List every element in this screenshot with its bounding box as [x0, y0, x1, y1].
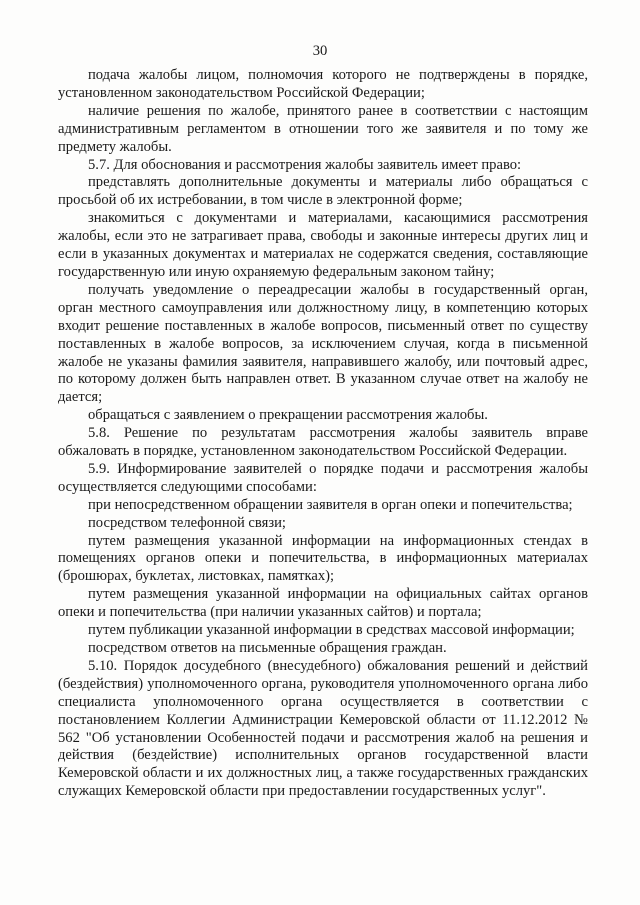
- paragraph: 5.7. Для обоснования и рассмотрения жалобы заявитель имеет право:: [88, 156, 522, 173]
- paragraph: 5.9. Информирование заявителей о порядке подачи и рассмотрения жалобы осуществляется следующими способами:: [58, 460, 588, 495]
- document-body: [58, 67, 588, 801]
- paragraph: 5.8. Решение по результатам рассмотрения жалобы заявитель вправе обжаловать в порядке, установленном законодательством Российской Федерации.: [58, 425, 588, 460]
- page-number: 30: [312, 43, 328, 59]
- paragraph: получать уведомление о переадресации жалобы в государственный орган, орган местного самоуправления или должностному лицу, в компетенцию которых входит решение поставленных в жалобе вопросов, письменный ответ по существу поставленных в жалобе вопросов, за исключением случая, когда в письменной жалобе не указаны фамилия заявителя, направившего жалобу, или почтовый адрес, по которому должен быть направлен ответ. В указанном случае ответ на жалобу не дается;: [58, 281, 588, 406]
- paragraph: посредством ответов на письменные обращения граждан.: [88, 640, 447, 656]
- paragraph: представлять дополнительные документы и материалы либо обращаться с просьбой об их истребовании, в том числе в электронной форме;: [58, 174, 588, 209]
- paragraph: наличие решения по жалобе, принятого ранее в соответствии с настоящим административным регламентом в отношении того же заявителя и по тому же предмету жалобы.: [58, 102, 588, 155]
- paragraph: 5.10. Порядок досудебного (внесудебного) обжалования решений и действий (бездействия) уполномоченного органа, руководителя уполномоченного органа либо специалиста уполномоченного органа осуществляется в соответствии с постановлением Коллегии Администрации Кемеровской области от 11.12.2012 № 562 "Об установлении Особенностей подачи и рассмотрения жалоб на решения и действия (бездействие) исполнительных органов государственной власти Кемеровской области и их должностных лиц, а также государственных гражданских служащих Кемеровской области при предоставлении государственных услуг".: [58, 657, 588, 800]
- paragraph: при непосредственном обращении заявителя в орган опеки и попечительства;: [88, 496, 573, 513]
- paragraph: подача жалобы лицом, полномочия которого не подтверждены в порядке, установленном законодательством Российской Федерации;: [58, 67, 588, 101]
- paragraph: путем размещения указанной информации на информационных стендах в помещениях органов опеки и попечительства, в информационных материалах (брошюрах, буклетах, листовках, памятках);: [58, 532, 588, 585]
- paragraph: знакомиться с документами и материалами, касающимися рассмотрения жалобы, если это не затрагивает права, свободы и законные интересы других лиц и если в указанных документах и материалах не содержатся сведения, составляющие государственную или иную охраняемую федеральным законом тайну;: [58, 210, 588, 280]
- paragraph: обращаться с заявлением о прекращении рассмотрения жалобы.: [88, 407, 488, 424]
- paragraph: путем публикации указанной информации в средствах массовой информации;: [88, 622, 575, 639]
- paragraph: посредством телефонной связи;: [88, 514, 286, 531]
- paragraph: путем размещения указанной информации на официальных сайтах органов опеки и попечительства (при наличии указанных сайтов) и портала;: [58, 586, 588, 621]
